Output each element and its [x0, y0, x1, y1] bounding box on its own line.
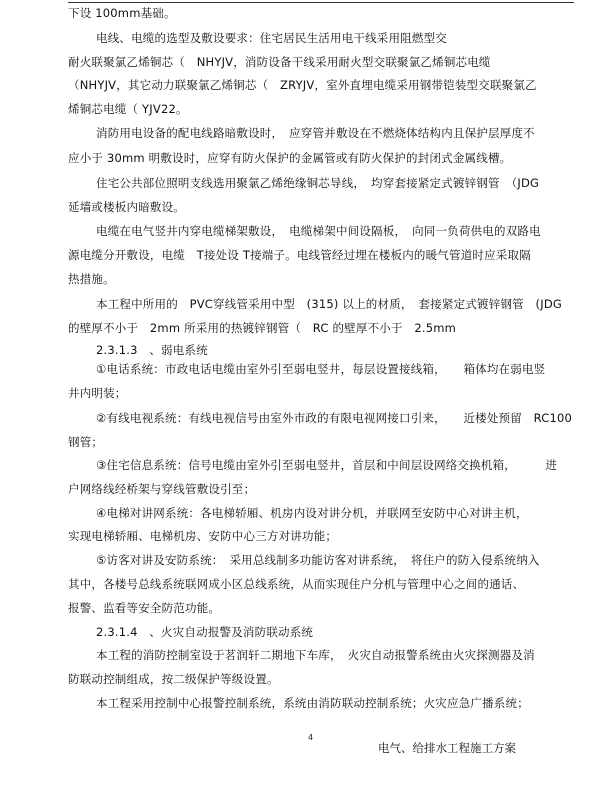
text-line: 下设 100mm基础。 — [68, 6, 176, 20]
text-line: 电线、电缆的选型及敷设要求：住宅居民生活用电干线采用阻燃型交 — [96, 31, 447, 45]
text-line: （NHYJV，其它动力联聚氯乙烯铜芯（ ZRYJV，室外直埋电缆采用钢带铠装型交联聚氯乙 — [68, 78, 537, 92]
page-number: 4 — [308, 733, 314, 742]
text-line: 延墙或楼板内暗敷设。 — [68, 200, 185, 214]
text-line: 户网络线经桥架与穿线管敷设引至； — [68, 482, 256, 496]
text-line: 钢管； — [68, 435, 104, 449]
section-heading: 2.3.1.3 、弱电系统 — [96, 343, 208, 357]
text-line: 住宅公共部位照明支线选用聚氯乙烯绝缘铜芯导线， 均穿套接紧定式镀锌钢管 （JDG — [96, 176, 540, 190]
text-line: 实现电梯轿厢、电梯机房、安防中心三方对讲功能； — [68, 529, 338, 543]
section-heading: 2.3.1.4 、火灾自动报警及消防联动系统 — [96, 625, 314, 639]
text-line: ④电梯对讲网系统：各电梯轿厢、机房内设对讲分机，并联网至安防中心对讲主机， — [96, 506, 528, 520]
text-line: 本工程的消防控制室设于茗润轩二期地下车库， 火灾自动报警系统由火灾探测器及消 — [96, 648, 535, 662]
text-line: 应小于 30mm 明敷设时，应穿有防火保护的金属管或有防火保护的封闭式金属线槽。 — [68, 151, 512, 165]
text-line: 其中，各楼号总线系统联网成小区总线系统，从而实现住户分机与管理中心之间的通话、 — [68, 577, 525, 591]
text-line: 本工程中所用的 PVC穿线管采用中型 (315) 以上的材质， 套接紧定式镀锌钢管 (JDG — [96, 297, 563, 311]
text-line: 消防用电设备的配电线路暗敷设时， 应穿管并敷设在不燃烧体结构内且保护层厚度不 — [96, 126, 535, 140]
text-line: 本工程采用控制中心报警控制系统，系统由消防联动控制系统；火灾应急广播系统； — [96, 696, 529, 710]
text-line: ②有线电视系统：有线电视信号由室外市政的有限电视网接口引来， 近楼处预留 RC100 — [96, 411, 573, 425]
text-line: 电缆在电气竖井内穿电缆梯架敷设， 电缆梯架中间设隔板， 向同一负荷供电的双路电 — [96, 224, 541, 238]
text-line: 热措施。 — [68, 272, 115, 286]
text-line: 防联动控制组成，按二级保护等级设置。 — [68, 672, 279, 686]
text-line: ③住宅信息系统：信号电缆由室外引至弱电竖井，首层和中间层设网络交换机箱， 进 — [96, 458, 558, 472]
text-line: 烯铜芯电缆（ YJV22。 — [68, 102, 188, 116]
header-rule — [68, 2, 574, 3]
text-line: 报警、监看等安全防范功能。 — [68, 601, 221, 615]
text-line: ①电话系统：市政电话电缆由室外引至弱电竖井，每层设置接线箱， 箱体均在弱电竖 — [96, 362, 546, 376]
text-line: 的壁厚不小于 2mm 所采用的热镀锌钢管（ RC 的壁厚不小于 2.5mm — [68, 321, 457, 335]
text-line: ⑤访客对讲及安防系统： 采用总线制多功能访客对讲系统， 将住户的防入侵系统纳入 — [96, 553, 540, 567]
text-line: 源电缆分开敷设，电缆 T接处设 T接端子。电线管经过埋在楼板内的暖气管道时应采取隔 — [68, 248, 531, 262]
text-line: 井内明装； — [68, 386, 127, 400]
footer-title: 电气、给排水工程施工方案 — [378, 741, 516, 755]
text-line: 耐火联聚氯乙烯铜芯（ NHYJV，消防设备干线采用耐火型交联聚氯乙烯铜芯电缆 — [68, 55, 491, 69]
